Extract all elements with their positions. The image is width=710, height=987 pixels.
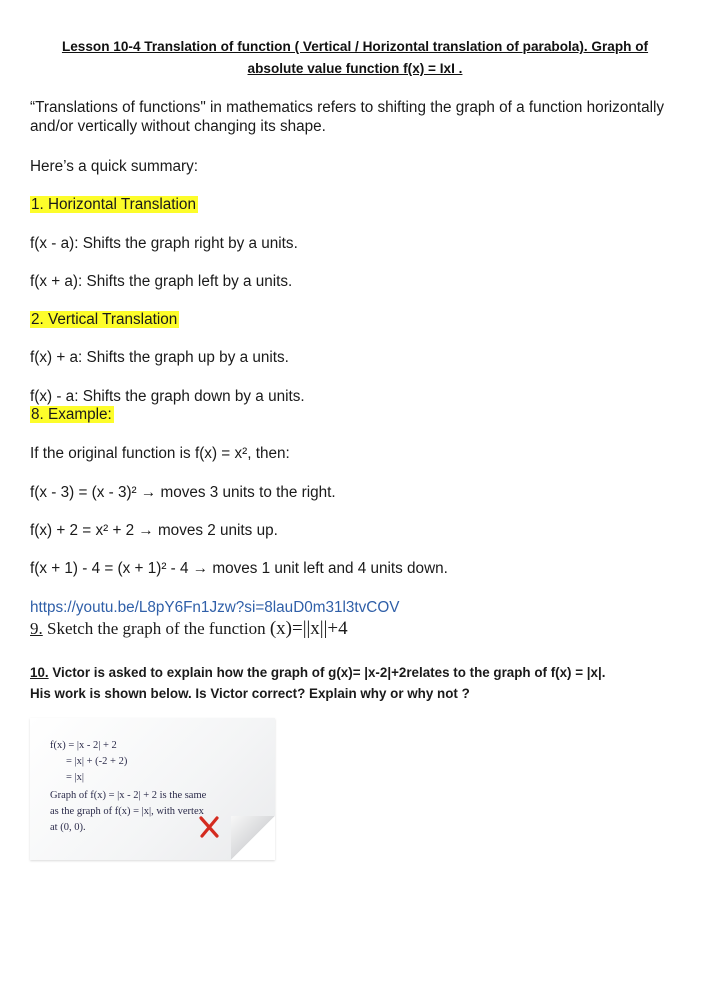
victor-line-6: at (0, 0). (50, 822, 86, 833)
example-3: f(x + 1) - 4 = (x + 1)² - 4 → moves 1 unit left and 4 units down. (30, 560, 448, 577)
victor-work-card (30, 718, 275, 860)
intro-paragraph: “Translations of functions" in mathematics refers to shifting the graph of a function horizontally and/or vertically without changing its shape. (30, 99, 665, 135)
vertical-up-rule: f(x) + a: Shifts the graph up by a units. (30, 349, 289, 366)
question-10-line1-text: Victor is asked to explain how the graph of g(x)= |x-2|+2relates to the graph of f(x) = |x|. (48, 665, 606, 680)
lesson-title-line1: Lesson 10-4 Translation of function ( Vertical / Horizontal translation of parabola). Graph of (61, 39, 649, 54)
question-9-number: 9. (30, 619, 43, 638)
vertical-heading-text: 2. Vertical Translation (31, 311, 178, 328)
example-2: f(x) + 2 = x² + 2 → moves 2 units up. (30, 522, 278, 539)
question-9-formula: (x)=||x||+4 (269, 618, 348, 639)
lesson-title (20, 36, 690, 80)
question-9 (30, 619, 348, 638)
question-10-line1 (30, 662, 700, 683)
page-curl-decoration (231, 816, 275, 860)
victor-line-4: Graph of f(x) = |x - 2| + 2 is the same (50, 790, 207, 801)
example-heading-text: 8. Example: (31, 406, 112, 423)
incorrect-x-icon (197, 815, 221, 839)
question-10-number: 10. (30, 665, 49, 680)
vertical-heading (30, 310, 179, 329)
question-10-line2: His work is shown below. Is Victor correct? Explain why or why not ? (30, 686, 470, 701)
question-10 (30, 662, 700, 704)
vertical-down-rule: f(x) - a: Shifts the graph down by a units. (30, 388, 305, 405)
victor-line-3: = |x| (66, 772, 85, 783)
example-1: f(x - 3) = (x - 3)² → moves 3 units to the right. (30, 484, 336, 501)
example-original: If the original function is f(x) = x², then: (30, 445, 290, 462)
lesson-title-line2: absolute value function f(x) = IxI . (247, 61, 463, 76)
example-heading (30, 405, 114, 424)
summary-label: Here’s a quick summary: (30, 158, 199, 175)
victor-line-2: = |x| + (-2 + 2) (66, 756, 128, 767)
horizontal-heading (30, 195, 198, 214)
victor-line-1: f(x) = |x - 2| + 2 (50, 740, 117, 751)
horizontal-left-rule: f(x + a): Shifts the graph left by a units. (30, 273, 293, 290)
video-link[interactable]: https://youtu.be/L8pY6Fn1Jzw?si=8lauD0m31l3tvCOV (30, 599, 400, 616)
question-9-text: Sketch the graph of the function (42, 619, 270, 638)
horizontal-right-rule: f(x - a): Shifts the graph right by a units. (30, 235, 298, 252)
horizontal-heading-text: 1. Horizontal Translation (31, 196, 196, 213)
victor-line-5: as the graph of f(x) = |x|, with vertex (50, 806, 204, 817)
